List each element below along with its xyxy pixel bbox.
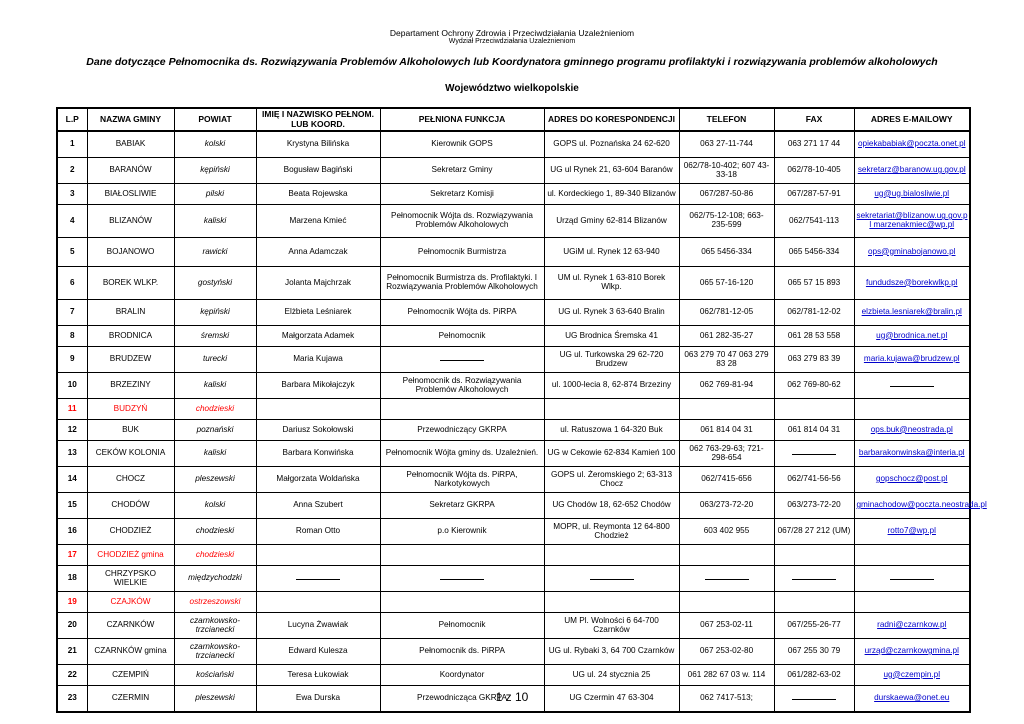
cell-powiat: kępiński (174, 158, 256, 184)
col-header-email: ADRES E-MAILOWY (854, 108, 970, 131)
empty-dash (440, 575, 484, 580)
cell-function: Pełnomocnik Wójta ds. PiRPA, Narkotykowych (380, 467, 544, 493)
cell-email (854, 545, 970, 566)
cell-phone: 603 402 955 (679, 519, 774, 545)
cell-fax: 063 279 83 39 (774, 347, 854, 373)
empty-dash (890, 382, 934, 387)
cell-gmina: BRUDZEW (87, 347, 174, 373)
cell-name: Dariusz Sokołowski (256, 420, 380, 441)
cell-name: Maria Kujawa (256, 347, 380, 373)
cell-gmina: CHOCZ (87, 467, 174, 493)
cell-phone: 067 253-02-80 (679, 639, 774, 665)
cell-address: UG w Cekowie 62-834 Kamień 100 (544, 441, 679, 467)
cell-email[interactable]: sekretarz@baranow.ug.gov.pl (854, 158, 970, 184)
cell-lp: 20 (57, 613, 87, 639)
cell-fax (774, 441, 854, 467)
cell-name (256, 399, 380, 420)
cell-function: Przewodniczący GKRPA (380, 420, 544, 441)
cell-powiat: śremski (174, 326, 256, 347)
cell-powiat: rawicki (174, 238, 256, 267)
cell-gmina: BRALIN (87, 300, 174, 326)
cell-lp: 10 (57, 373, 87, 399)
col-header-gmina: NAZWA GMINY (87, 108, 174, 131)
cell-address: UG ul. Rybaki 3, 64 700 Czarnków (544, 639, 679, 665)
cell-gmina: CZAJKÓW (87, 592, 174, 613)
cell-lp: 2 (57, 158, 87, 184)
cell-phone (679, 592, 774, 613)
cell-gmina: CZARNKÓW (87, 613, 174, 639)
cell-powiat: międzychodzki (174, 566, 256, 592)
table-row (57, 347, 970, 373)
cell-phone: 067 253-02-11 (679, 613, 774, 639)
table-row (57, 613, 970, 639)
cell-name (256, 566, 380, 592)
cell-lp: 9 (57, 347, 87, 373)
cell-name: Lucyna Żwawiak (256, 613, 380, 639)
cell-powiat: kaliski (174, 441, 256, 467)
cell-email (854, 566, 970, 592)
cell-email[interactable]: maria.kujawa@brudzew.pl (854, 347, 970, 373)
cell-fax: 062/7541-113 (774, 205, 854, 238)
empty-dash (705, 575, 749, 580)
cell-address: ul. Ratuszowa 1 64-320 Buk (544, 420, 679, 441)
cell-name: Barbara Konwińska (256, 441, 380, 467)
cell-powiat: czarnkowsko-trzcianecki (174, 613, 256, 639)
cell-function (380, 347, 544, 373)
cell-powiat: pleszewski (174, 467, 256, 493)
cell-function: Pełnomocnik (380, 613, 544, 639)
cell-powiat: czarnkowsko-trzcianecki (174, 639, 256, 665)
cell-address: UG Czermin 47 63-304 (544, 686, 679, 713)
cell-gmina: CHRZYPSKO WIELKIE (87, 566, 174, 592)
cell-gmina: CHODZIEŻ (87, 519, 174, 545)
cell-address: UG ul. 24 stycznia 25 (544, 665, 679, 686)
cell-function: Sekretarz Komisji (380, 184, 544, 205)
cell-gmina: CZERMIN (87, 686, 174, 713)
cell-lp: 18 (57, 566, 87, 592)
cell-fax: 063/273-72-20 (774, 493, 854, 519)
cell-fax: 067/287-57-91 (774, 184, 854, 205)
cell-gmina: BUDZYŃ (87, 399, 174, 420)
cell-phone: 062/75-12-108; 663-235-599 (679, 205, 774, 238)
col-header-fax: FAX (774, 108, 854, 131)
col-header-powiat: POWIAT (174, 108, 256, 131)
cell-function: Pełnomocnik Wójta ds. Rozwiązywania Problemów Alkoholowych (380, 205, 544, 238)
cell-function: Kierownik GOPS (380, 131, 544, 158)
cell-fax: 062/781-12-02 (774, 300, 854, 326)
empty-dash (296, 575, 340, 580)
cell-function: Koordynator (380, 665, 544, 686)
cell-fax (774, 592, 854, 613)
cell-email[interactable]: rotto7@wp.pl (854, 519, 970, 545)
cell-function (380, 399, 544, 420)
cell-name: Małgorzata Woldańska (256, 467, 380, 493)
cell-phone: 062 763-29-63; 721-298-654 (679, 441, 774, 467)
cell-gmina: BOREK WLKP. (87, 267, 174, 300)
cell-powiat: chodzieski (174, 519, 256, 545)
table-row (57, 399, 970, 420)
cell-lp: 14 (57, 467, 87, 493)
cell-fax (774, 545, 854, 566)
cell-address: GOPS ul. Żeromskiego 2; 63-313 Chocz (544, 467, 679, 493)
cell-fax (774, 399, 854, 420)
cell-fax: 063 271 17 44 (774, 131, 854, 158)
cell-email[interactable]: ug@ug.bialosliwie.pl (854, 184, 970, 205)
department-name: Departament Ochrony Zdrowia i Przeciwdziałania Uzależnieniom (389, 28, 635, 38)
cell-email[interactable]: gopschocz@post.pl (854, 467, 970, 493)
cell-powiat: chodzieski (174, 545, 256, 566)
cell-email[interactable]: ug@brodnica.net.pl (854, 326, 970, 347)
cell-address: ul. 1000-lecia 8, 62-874 Brzeziny (544, 373, 679, 399)
cell-name: Beata Rojewska (256, 184, 380, 205)
cell-phone: 065 5456-334 (679, 238, 774, 267)
region-title: Województwo wielkopolskie (445, 83, 579, 94)
cell-phone: 062/781-12-05 (679, 300, 774, 326)
cell-email[interactable]: gminachodow@poczta.neostrada.pl (854, 493, 970, 519)
cell-fax: 062/741-56-56 (774, 467, 854, 493)
cell-email[interactable]: durskaewa@onet.eu (854, 686, 970, 713)
cell-gmina: BOJANOWO (87, 238, 174, 267)
col-header-phone: TELEFON (679, 108, 774, 131)
cell-email (854, 592, 970, 613)
cell-email[interactable]: ops.buk@neostrada.pl (854, 420, 970, 441)
cell-phone: 062/78-10-402; 607 43-33-18 (679, 158, 774, 184)
cell-lp: 12 (57, 420, 87, 441)
cell-fax: 062/78-10-405 (774, 158, 854, 184)
cell-lp: 1 (57, 131, 87, 158)
cell-name: Anna Szubert (256, 493, 380, 519)
cell-powiat: turecki (174, 347, 256, 373)
cell-fax: 061 28 53 558 (774, 326, 854, 347)
cell-powiat: ostrzeszowski (174, 592, 256, 613)
cell-lp: 7 (57, 300, 87, 326)
cell-gmina: BUK (87, 420, 174, 441)
table-row (57, 184, 970, 205)
empty-dash (440, 356, 484, 361)
cell-email (854, 399, 970, 420)
cell-gmina: CHODZIEŻ gmina (87, 545, 174, 566)
cell-phone: 063 279 70 47 063 279 83 28 (679, 347, 774, 373)
cell-phone: 063/273-72-20 (679, 493, 774, 519)
contacts-table (56, 107, 987, 713)
cell-address (544, 545, 679, 566)
table-row (57, 493, 970, 519)
cell-lp: 11 (57, 399, 87, 420)
cell-phone: 062 769-81-94 (679, 373, 774, 399)
cell-name: Bogusław Bagiński (256, 158, 380, 184)
cell-email[interactable]: ops@gminabojanowo.pl (854, 238, 970, 267)
cell-address: Urząd Gminy 62-814 Blizanów (544, 205, 679, 238)
table-row (57, 267, 970, 300)
cell-address: UG ul. Turkowska 29 62-720 Brudzew (544, 347, 679, 373)
table-row (57, 519, 970, 545)
cell-address: MOPR, ul. Reymonta 12 64-800 Chodzież (544, 519, 679, 545)
cell-lp: 21 (57, 639, 87, 665)
cell-gmina: BRZEZINY (87, 373, 174, 399)
cell-function (380, 592, 544, 613)
cell-address (544, 399, 679, 420)
cell-phone (679, 545, 774, 566)
cell-gmina: CHODÓW (87, 493, 174, 519)
cell-powiat: pilski (174, 184, 256, 205)
cell-address: UG ul Rynek 21, 63-604 Baranów (544, 158, 679, 184)
empty-dash (792, 575, 836, 580)
table-row (57, 205, 970, 238)
cell-function: Przewodnicząca GKRPA (380, 686, 544, 713)
cell-email[interactable]: opiekababiak@poczta.onet.pl (854, 131, 970, 158)
cell-lp: 15 (57, 493, 87, 519)
table-row (57, 373, 970, 399)
cell-address (544, 592, 679, 613)
cell-powiat: poznański (174, 420, 256, 441)
cell-name: Krystyna Bilińska (256, 131, 380, 158)
cell-lp: 4 (57, 205, 87, 238)
cell-function: Sekretarz Gminy (380, 158, 544, 184)
empty-dash (890, 575, 934, 580)
cell-lp: 16 (57, 519, 87, 545)
col-header-function: PEŁNIONA FUNKCJA (380, 108, 544, 131)
table-row (57, 665, 970, 686)
col-header-lp: L.P (57, 108, 87, 131)
cell-gmina: BLIZANÓW (87, 205, 174, 238)
cell-lp: 5 (57, 238, 87, 267)
cell-powiat: kolski (174, 493, 256, 519)
cell-gmina: CZEMPIŃ (87, 665, 174, 686)
cell-function: Pełnomocnik Burmistrza (380, 238, 544, 267)
cell-name: Małgorzata Adamek (256, 326, 380, 347)
table-row (57, 592, 970, 613)
cell-function: Pełnomocnik Wójta gminy ds. Uzależnień. (380, 441, 544, 467)
cell-phone: 063 27-11-744 (679, 131, 774, 158)
col-header-address: ADRES DO KORESPONDENCJI (544, 108, 679, 131)
cell-powiat: kępiński (174, 300, 256, 326)
cell-email[interactable]: barbarakonwinska@interia.pl (854, 441, 970, 467)
cell-name: Ewa Durska (256, 686, 380, 713)
cell-name (256, 592, 380, 613)
cell-phone (679, 399, 774, 420)
cell-lp: 8 (57, 326, 87, 347)
cell-lp: 22 (57, 665, 87, 686)
table-row (57, 300, 970, 326)
cell-function (380, 545, 544, 566)
cell-email[interactable]: sekretariat@blizanow.ug.gov.p l marzenakmiec@wp.pl (854, 205, 970, 238)
cell-lp: 13 (57, 441, 87, 467)
cell-phone: 061 814 04 31 (679, 420, 774, 441)
cell-email[interactable]: urząd@czarnkowgmina.pl (854, 639, 970, 665)
table-row (57, 545, 970, 566)
cell-powiat: kaliski (174, 373, 256, 399)
cell-address: UG Brodnica Śremska 41 (544, 326, 679, 347)
cell-function (380, 566, 544, 592)
col-header-name: IMIĘ I NAZWISKO PEŁNOM. LUB KOORD. (256, 108, 380, 131)
table-row (57, 158, 970, 184)
cell-fax: 067/28 27 212 (UM) (774, 519, 854, 545)
cell-lp: 3 (57, 184, 87, 205)
cell-powiat: chodzieski (174, 399, 256, 420)
cell-email (854, 373, 970, 399)
cell-gmina: CEKÓW KOLONIA (87, 441, 174, 467)
empty-dash (792, 450, 836, 455)
cell-powiat: gostyński (174, 267, 256, 300)
cell-powiat: pleszewski (174, 686, 256, 713)
cell-address: UGiM ul. Rynek 12 63-940 (544, 238, 679, 267)
table-row (57, 238, 970, 267)
cell-fax: 067/255-26-77 (774, 613, 854, 639)
cell-name: Teresa Łukowiak (256, 665, 380, 686)
table-row (57, 639, 970, 665)
cell-lp: 19 (57, 592, 87, 613)
cell-lp: 6 (57, 267, 87, 300)
cell-name: Edward Kulesza (256, 639, 380, 665)
table-row (57, 326, 970, 347)
cell-gmina: BRODNICA (87, 326, 174, 347)
cell-phone: 067/287-50-86 (679, 184, 774, 205)
cell-fax: 062 769-80-62 (774, 373, 854, 399)
cell-email[interactable]: ug@czempin.pl (854, 665, 970, 686)
cell-email[interactable]: radni@czarnkow.pl (854, 613, 970, 639)
document-title: Dane dotyczące Pełnomocnika ds. Rozwiązywania Problemów Alkoholowych lub Koordynatora gminnego programu profilaktyki i rozwiązywania problemów alkoholowych (86, 56, 938, 68)
cell-phone: 062 7417-513; (679, 686, 774, 713)
cell-powiat: kaliski (174, 205, 256, 238)
cell-gmina: BARANÓW (87, 158, 174, 184)
cell-function: Pełnomocnik Wójta ds. PiRPA (380, 300, 544, 326)
cell-function: Pełnomocnik ds. PiRPA (380, 639, 544, 665)
cell-name: Jolanta Majchrzak (256, 267, 380, 300)
cell-phone: 065 57-16-120 (679, 267, 774, 300)
cell-fax: 065 5456-334 (774, 238, 854, 267)
cell-phone (679, 566, 774, 592)
table-header-row (57, 108, 970, 131)
cell-powiat: kolski (174, 131, 256, 158)
cell-fax: 061 814 04 31 (774, 420, 854, 441)
cell-address: ul. Kordeckiego 1, 89-340 Blizanów (544, 184, 679, 205)
cell-fax (774, 566, 854, 592)
cell-name (256, 545, 380, 566)
cell-fax: 065 57 15 893 (774, 267, 854, 300)
cell-email[interactable]: fundudsze@borekwlkp.pl (854, 267, 970, 300)
cell-name: Roman Otto (256, 519, 380, 545)
table-row (57, 420, 970, 441)
cell-phone: 061 282-35-27 (679, 326, 774, 347)
cell-name: Anna Adamczak (256, 238, 380, 267)
cell-gmina: BIAŁOSLIWIE (87, 184, 174, 205)
cell-fax: 061/282-63-02 (774, 665, 854, 686)
table-row (57, 131, 970, 158)
cell-address: UM ul. Rynek 1 63-810 Borek Wlkp. (544, 267, 679, 300)
cell-phone: 062/7415-656 (679, 467, 774, 493)
cell-name: Marzena Kmieć (256, 205, 380, 238)
table-row (57, 566, 970, 592)
cell-address (544, 566, 679, 592)
cell-fax: 067 255 30 79 (774, 639, 854, 665)
cell-address: UG Chodów 18, 62-652 Chodów (544, 493, 679, 519)
empty-dash (590, 575, 634, 580)
cell-lp: 23 (57, 686, 87, 713)
cell-address: UG ul. Rynek 3 63-640 Bralin (544, 300, 679, 326)
cell-phone: 061 282 67 03 w. 114 (679, 665, 774, 686)
table-row (57, 441, 970, 467)
cell-gmina: CZARNKÓW gmina (87, 639, 174, 665)
cell-name: Elżbieta Leśniarek (256, 300, 380, 326)
table-row (57, 467, 970, 493)
cell-function: Pełnomocnik Burmistrza ds. Profilaktyki. I Rozwiązywania Problemów Alkoholowych (380, 267, 544, 300)
cell-function: Sekretarz GKRPA (380, 493, 544, 519)
cell-function: p.o Kierownik (380, 519, 544, 545)
cell-function: Pełnomocnik ds. Rozwiązywania Problemów Alkoholowych (380, 373, 544, 399)
page-number: 1 z 10 (495, 690, 529, 704)
cell-address: UM Pl. Wolności 6 64-700 Czarnków (544, 613, 679, 639)
division-name: Wydział Przeciwdziałania Uzależnieniom (448, 38, 576, 45)
cell-function: Pełnomocnik (380, 326, 544, 347)
cell-name: Barbara Mikołajczyk (256, 373, 380, 399)
cell-address: GOPS ul. Poznańska 24 62-620 (544, 131, 679, 158)
cell-email[interactable]: elzbieta.lesniarek@bralin.pl (854, 300, 970, 326)
cell-gmina: BABIAK (87, 131, 174, 158)
cell-powiat: kościański (174, 665, 256, 686)
cell-lp: 17 (57, 545, 87, 566)
